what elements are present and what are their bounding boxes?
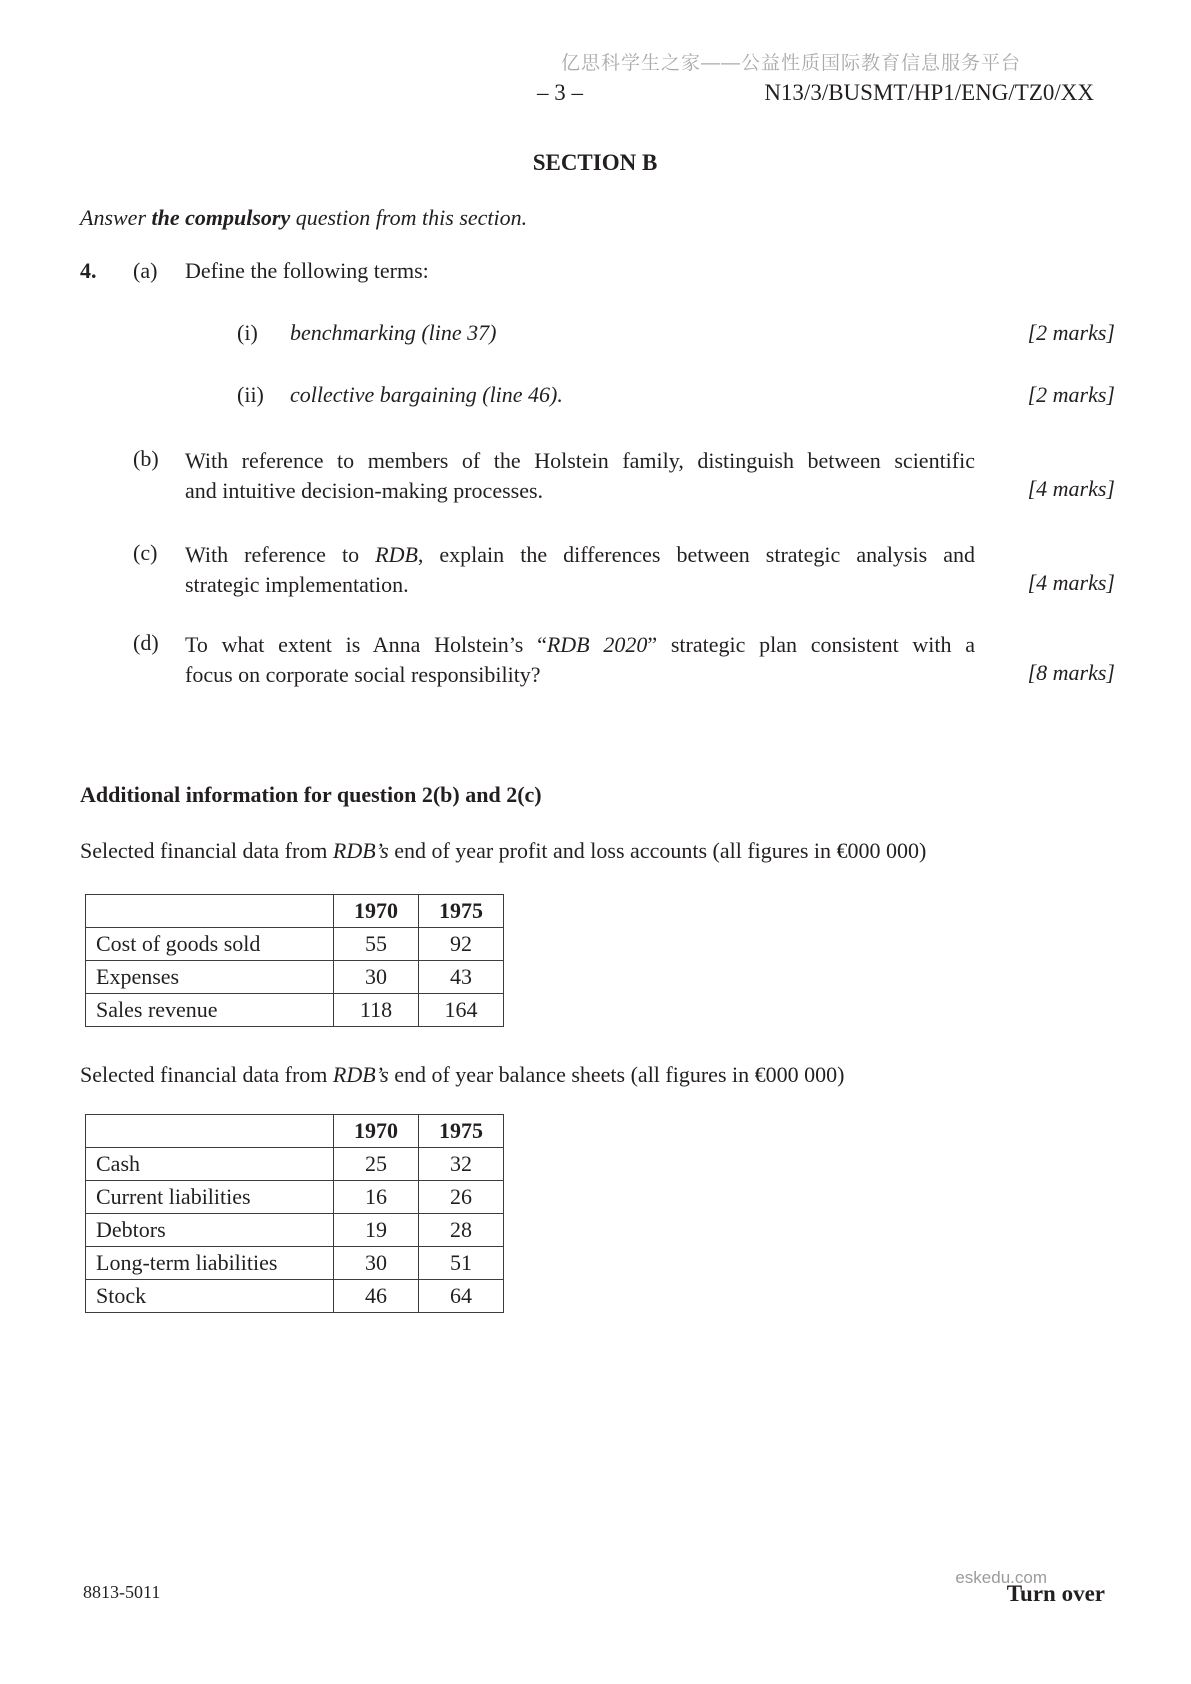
table-row (86, 994, 504, 1027)
value-1970: 16 (334, 1181, 419, 1214)
instruction-post: question from this section. (290, 205, 528, 230)
part-c-line1-italic: RDB (375, 542, 418, 567)
part-a-i-marks: [2 marks] (1027, 320, 1115, 345)
part-d-line1 (185, 630, 975, 660)
paper-reference-number: 8813-5011 (83, 1582, 161, 1602)
header-cell-blank (86, 895, 334, 928)
bs-intro-pre: Selected financial data from (80, 1062, 333, 1087)
profit-loss-table (85, 894, 504, 1027)
table-header-row (86, 895, 504, 928)
part-b-line2: and intuitive decision-making processes. (185, 478, 544, 503)
value-1970: 19 (334, 1214, 419, 1247)
value-1975: 51 (419, 1247, 504, 1280)
value-1975: 164 (419, 994, 504, 1027)
value-1970: 46 (334, 1280, 419, 1313)
table-row (86, 1247, 504, 1280)
value-1975: 92 (419, 928, 504, 961)
part-a-label: (a) (133, 258, 158, 283)
table-row (86, 928, 504, 961)
part-b-marks: [4 marks] (1027, 476, 1115, 501)
part-a-text: Define the following terms: (185, 258, 429, 283)
part-a-ii-term: collective bargaining (line 46). (290, 382, 563, 407)
value-1975: 26 (419, 1181, 504, 1214)
row-label: Debtors (86, 1214, 334, 1247)
turn-over-label: Turn over (1006, 1581, 1105, 1606)
instruction-pre: Answer (80, 205, 152, 230)
table-row (86, 1214, 504, 1247)
header-cell-1975: 1975 (419, 1115, 504, 1148)
paper-code: N13/3/BUSMT/HP1/ENG/TZ0/XX (764, 80, 1094, 105)
value-1975: 64 (419, 1280, 504, 1313)
part-d-marks: [8 marks] (1027, 660, 1115, 685)
row-label: Cash (86, 1148, 334, 1181)
row-label: Long-term liabilities (86, 1247, 334, 1280)
header-cell-blank (86, 1115, 334, 1148)
page-number: – 3 – (537, 80, 583, 105)
bs-intro-italic: RDB’s (332, 1062, 389, 1087)
part-d-line1-pre: To what extent is Anna Holstein’s “ (185, 632, 547, 657)
part-c-line2: strategic implementation. (185, 572, 409, 597)
part-b-line1: With reference to members of the Holstein family, distinguish between scientific (185, 448, 975, 473)
chinese-watermark: 亿思科学生之家——公益性质国际教育信息服务平台 (560, 53, 1021, 74)
header-cell-1975: 1975 (419, 895, 504, 928)
part-c-line1-pre: With reference to (185, 542, 376, 567)
part-d-line1-post: ” strategic plan consistent with a (647, 632, 975, 657)
table-header-row (86, 1115, 504, 1148)
part-d-label: (d) (133, 630, 159, 655)
value-1970: 30 (334, 1247, 419, 1280)
instruction-bold: the compulsory (151, 205, 291, 230)
table-row (86, 1181, 504, 1214)
value-1975: 32 (419, 1148, 504, 1181)
value-1975: 28 (419, 1214, 504, 1247)
header-cell-1970: 1970 (334, 1115, 419, 1148)
pl-intro-pre: Selected financial data from (80, 838, 333, 863)
part-a-ii-label: (ii) (237, 382, 264, 407)
part-c-line1-post: , explain the differences between strategic analysis and (417, 542, 975, 567)
row-label: Sales revenue (86, 994, 334, 1027)
row-label: Stock (86, 1280, 334, 1313)
profit-loss-intro (80, 838, 926, 864)
table-row (86, 1280, 504, 1313)
balance-sheet-intro (80, 1062, 844, 1088)
value-1970: 118 (334, 994, 419, 1027)
balance-sheet-table (85, 1114, 504, 1313)
header-cell-1970: 1970 (334, 895, 419, 928)
section-instruction (80, 205, 527, 231)
row-label: Current liabilities (86, 1181, 334, 1214)
footer-watermark: eskedu.com (955, 1568, 1047, 1587)
value-1970: 25 (334, 1148, 419, 1181)
value-1970: 30 (334, 961, 419, 994)
section-title: SECTION B (532, 150, 658, 175)
table-row (86, 1148, 504, 1181)
part-c-label: (c) (133, 540, 158, 565)
part-a-ii-marks: [2 marks] (1027, 382, 1115, 407)
part-d-line1-italic: RDB 2020 (546, 632, 648, 657)
part-a-i-label: (i) (237, 320, 258, 345)
question-number: 4. (80, 258, 97, 283)
row-label: Cost of goods sold (86, 928, 334, 961)
pl-intro-post: end of year profit and loss accounts (all figures in €000 000) (388, 838, 927, 863)
value-1970: 55 (334, 928, 419, 961)
row-label: Expenses (86, 961, 334, 994)
bs-intro-post: end of year balance sheets (all figures in €000 000) (388, 1062, 845, 1087)
part-c-line1 (185, 540, 975, 570)
part-b-label: (b) (133, 446, 159, 471)
additional-info-heading: Additional information for question 2(b) and 2(c) (80, 782, 542, 807)
part-c-marks: [4 marks] (1027, 570, 1115, 595)
pl-intro-italic: RDB’s (332, 838, 389, 863)
part-d-line2: focus on corporate social responsibility? (185, 662, 541, 687)
value-1975: 43 (419, 961, 504, 994)
table-row (86, 961, 504, 994)
part-a-i-term: benchmarking (line 37) (290, 320, 497, 345)
